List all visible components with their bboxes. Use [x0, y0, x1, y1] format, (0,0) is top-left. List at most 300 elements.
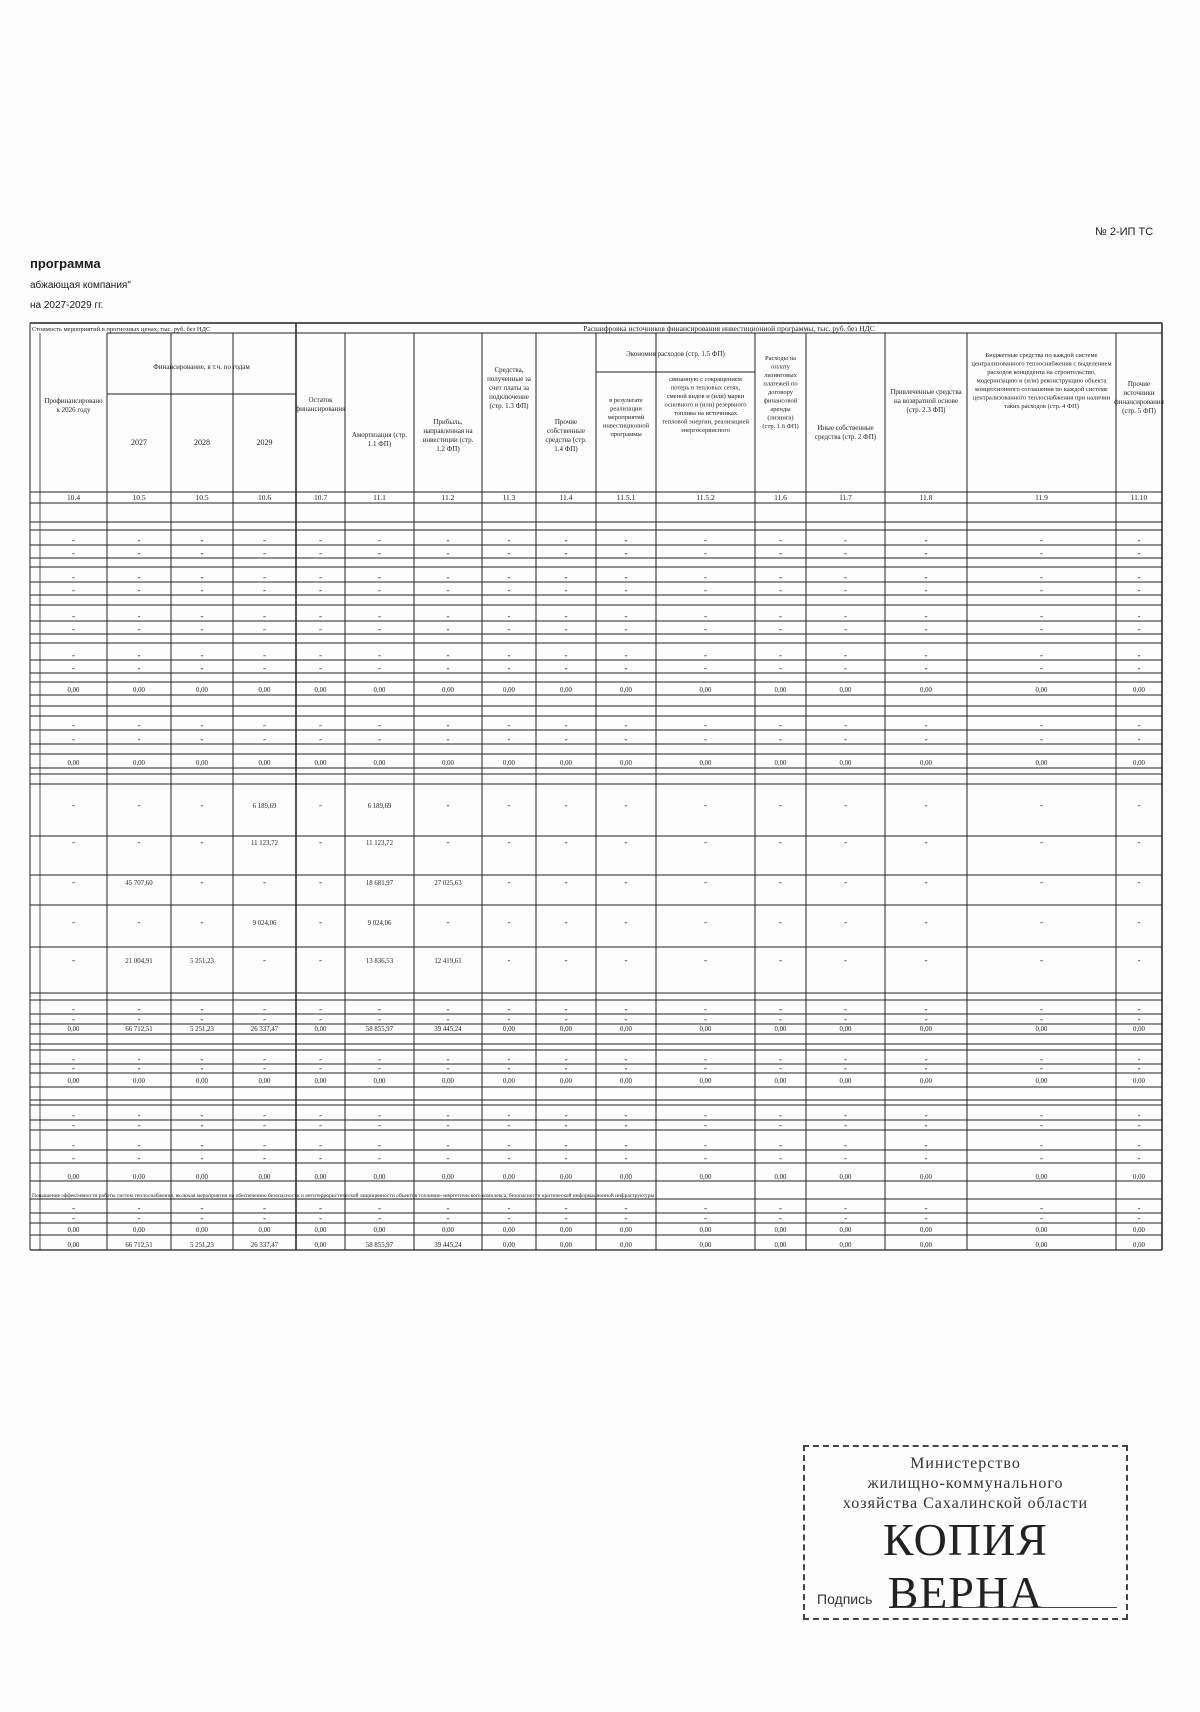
- empty-row-cell: -: [924, 1203, 928, 1213]
- zero-total-cell: 0,00: [258, 1174, 271, 1181]
- certified-copy-stamp: [803, 1445, 1128, 1620]
- zero-total-cell: 0,00: [314, 1227, 327, 1234]
- empty-row-cell: -: [564, 1153, 568, 1163]
- empty-row-cell: -: [779, 1004, 782, 1014]
- empty-row-cell: -: [263, 1213, 266, 1223]
- header-budget-funds: централизованного теплоснабжения с выделением: [971, 360, 1112, 368]
- zero-total-cell: 0,00: [373, 1174, 386, 1181]
- empty-row-cell: -: [137, 611, 141, 621]
- column-number: 10.6: [257, 493, 272, 502]
- zero-total-cell: 0,00: [503, 1227, 515, 1234]
- header-profit: 1.2 ФП): [436, 445, 460, 453]
- zero-total-cell: 0,00: [774, 1227, 787, 1234]
- empty-row-cell: -: [1040, 1120, 1043, 1130]
- empty-row-cell: -: [704, 1120, 707, 1130]
- empty-row-cell: -: [507, 663, 511, 673]
- empty-row-cell: -: [378, 1004, 381, 1014]
- empty-row-cell: -: [844, 585, 847, 595]
- zero-total-cell: 0,00: [1035, 1078, 1048, 1085]
- zero-total-cell: 0,00: [314, 1078, 327, 1085]
- investment-row-cell: -: [72, 837, 75, 847]
- header-borrowed-funds: на возвратной основе: [893, 397, 959, 405]
- header-lease-payments: лизинговых: [764, 372, 797, 379]
- zero-total-cell: 0,00: [196, 1078, 208, 1085]
- empty-row-cell: -: [263, 624, 266, 634]
- header-other-sources: Прочие: [1127, 380, 1151, 388]
- empty-row-cell: -: [564, 585, 568, 595]
- column-number: 11.7: [839, 493, 852, 502]
- investment-row-cell: -: [507, 837, 511, 847]
- header-lease-payments: платежей по: [763, 380, 798, 388]
- empty-row-cell: -: [1137, 734, 1141, 744]
- investment-row-cell: -: [507, 800, 511, 810]
- empty-row-cell: -: [507, 1140, 511, 1150]
- investment-row-cell: -: [263, 877, 266, 887]
- investment-row-cell: 6 189,69: [367, 803, 392, 810]
- empty-row-cell: -: [446, 1140, 450, 1150]
- empty-row-cell: -: [564, 1203, 568, 1213]
- subtotal-cell: 0,00: [314, 1026, 327, 1033]
- investment-row-cell: -: [319, 877, 322, 887]
- empty-row-cell: -: [924, 1004, 928, 1014]
- empty-row-cell: -: [72, 1213, 75, 1223]
- empty-row-cell: -: [378, 572, 381, 582]
- column-number: 11.5.2: [696, 493, 715, 502]
- empty-row-cell: -: [319, 1153, 322, 1163]
- investment-row-cell: -: [779, 917, 782, 927]
- empty-row-cell: -: [624, 1120, 628, 1130]
- empty-row-cell: -: [137, 1063, 141, 1073]
- investment-row-cell: -: [446, 800, 450, 810]
- empty-row-cell: -: [779, 1213, 782, 1223]
- investment-row-cell: -: [704, 955, 707, 965]
- empty-row-cell: -: [319, 663, 322, 673]
- grand-total-cell: 0,00: [839, 1242, 852, 1249]
- investment-row-cell: -: [137, 800, 141, 810]
- investment-row-cell: -: [319, 955, 322, 965]
- empty-row-cell: -: [263, 611, 266, 621]
- investment-row-cell: -: [137, 917, 141, 927]
- investment-row-cell: -: [624, 917, 628, 927]
- zero-total-cell: 0,00: [314, 687, 327, 694]
- subtotal-cell: 58 855,97: [365, 1026, 394, 1033]
- investment-row-cell: -: [624, 837, 628, 847]
- empty-row-cell: -: [1040, 1213, 1043, 1223]
- zero-total-cell: 0,00: [920, 687, 932, 694]
- investment-row-cell: -: [1137, 837, 1141, 847]
- empty-row-cell: -: [844, 1140, 847, 1150]
- empty-row-cell: -: [564, 1063, 568, 1073]
- stamp-signature-label: Подпись: [817, 1591, 873, 1607]
- subtotal-cell: 0,00: [1133, 1026, 1145, 1033]
- zero-total-cell: 0,00: [839, 1174, 852, 1181]
- empty-row-cell: -: [564, 548, 568, 558]
- empty-row-cell: -: [779, 624, 782, 634]
- empty-row-cell: -: [1040, 1063, 1043, 1073]
- empty-row-cell: -: [844, 1120, 847, 1130]
- header-economy-result: реализации: [610, 405, 642, 413]
- investment-row-cell: -: [446, 837, 450, 847]
- empty-row-cell: -: [200, 1110, 204, 1120]
- empty-row-cell: -: [72, 548, 75, 558]
- zero-total-cell: 0,00: [503, 760, 515, 767]
- signature-line: [895, 1607, 1117, 1608]
- empty-row-cell: -: [319, 1120, 322, 1130]
- empty-row-cell: -: [704, 572, 707, 582]
- investment-row-cell: -: [446, 917, 450, 927]
- empty-row-cell: -: [378, 1120, 381, 1130]
- subtotal-cell: 0,00: [920, 1026, 932, 1033]
- empty-row-cell: -: [924, 663, 928, 673]
- grand-total-cell: 0,00: [1035, 1242, 1048, 1249]
- investment-row-cell: -: [624, 877, 628, 887]
- zero-total-cell: 0,00: [920, 1174, 932, 1181]
- empty-row-cell: -: [844, 1063, 847, 1073]
- empty-row-cell: -: [137, 1213, 141, 1223]
- empty-row-cell: -: [564, 650, 568, 660]
- zero-total-cell: 0,00: [839, 687, 852, 694]
- grand-total-cell: 58 855,97: [365, 1242, 394, 1249]
- empty-row-cell: -: [1040, 1203, 1043, 1213]
- empty-row-cell: -: [1137, 1110, 1141, 1120]
- zero-total-cell: 0,00: [620, 1227, 632, 1234]
- empty-row-cell: -: [564, 572, 568, 582]
- empty-row-cell: -: [1137, 1203, 1141, 1213]
- empty-row-cell: -: [624, 1203, 628, 1213]
- empty-row-cell: -: [72, 1004, 75, 1014]
- empty-row-cell: -: [1137, 624, 1141, 634]
- zero-total-cell: 0,00: [839, 1078, 852, 1085]
- empty-row-cell: -: [507, 1004, 511, 1014]
- empty-row-cell: -: [704, 1153, 707, 1163]
- empty-row-cell: -: [319, 1140, 322, 1150]
- zero-total-cell: 0,00: [133, 1078, 145, 1085]
- empty-row-cell: -: [1040, 535, 1043, 545]
- empty-row-cell: -: [446, 611, 450, 621]
- empty-row-cell: -: [446, 585, 450, 595]
- empty-row-cell: -: [1040, 624, 1043, 634]
- empty-row-cell: -: [1040, 572, 1043, 582]
- header-other-own-funds: собственные: [546, 427, 586, 435]
- empty-row-cell: -: [378, 734, 381, 744]
- empty-row-cell: -: [72, 1014, 75, 1024]
- empty-row-cell: -: [446, 535, 450, 545]
- empty-row-cell: -: [263, 1054, 266, 1064]
- empty-row-cell: -: [507, 650, 511, 660]
- header-lease-payments: аренды: [770, 406, 791, 413]
- empty-row-cell: -: [137, 650, 141, 660]
- empty-row-cell: -: [1137, 1004, 1141, 1014]
- header-remainder: финансирования: [295, 405, 346, 413]
- empty-row-cell: -: [704, 548, 707, 558]
- empty-row-cell: -: [137, 548, 141, 558]
- zero-total-cell: 0,00: [620, 760, 632, 767]
- investment-row-cell: 13 836,53: [365, 958, 394, 965]
- investment-row-cell: -: [924, 837, 928, 847]
- investment-row-cell: -: [1137, 877, 1141, 887]
- empty-row-cell: -: [137, 1140, 141, 1150]
- zero-total-cell: 0,00: [774, 1174, 787, 1181]
- empty-row-cell: -: [624, 585, 628, 595]
- empty-row-cell: -: [1040, 1140, 1043, 1150]
- empty-row-cell: -: [72, 720, 75, 730]
- grand-total-cell: 0,00: [503, 1242, 515, 1249]
- investment-row-cell: -: [72, 800, 75, 810]
- empty-row-cell: -: [446, 1153, 450, 1163]
- empty-row-cell: -: [1137, 1140, 1141, 1150]
- empty-row-cell: -: [137, 1153, 141, 1163]
- investment-row-cell: 6 189,69: [252, 803, 277, 810]
- empty-row-cell: -: [507, 624, 511, 634]
- section-right-label: Расшифровка источников финансирования инвестиционной программы, тыс. руб. без НДС: [583, 324, 875, 333]
- investment-row-cell: -: [844, 955, 847, 965]
- empty-row-cell: -: [779, 663, 782, 673]
- empty-row-cell: -: [564, 1110, 568, 1120]
- empty-row-cell: -: [1137, 548, 1141, 558]
- empty-row-cell: -: [924, 1153, 928, 1163]
- empty-row-cell: -: [624, 572, 628, 582]
- empty-row-cell: -: [319, 1063, 322, 1073]
- empty-row-cell: -: [624, 1140, 628, 1150]
- empty-row-cell: -: [924, 720, 928, 730]
- subtotal-cell: 0,00: [67, 1026, 80, 1033]
- empty-row-cell: -: [507, 1153, 511, 1163]
- zero-total-cell: 0,00: [699, 760, 712, 767]
- empty-row-cell: -: [704, 1110, 707, 1120]
- empty-row-cell: -: [564, 1120, 568, 1130]
- header-lease-payments: (стр. 1.6 ФП): [762, 423, 799, 430]
- header-lease-payments: оплату: [771, 363, 790, 371]
- empty-row-cell: -: [1040, 548, 1043, 558]
- empty-row-cell: -: [507, 1120, 511, 1130]
- empty-row-cell: -: [263, 650, 266, 660]
- empty-row-cell: -: [200, 720, 204, 730]
- empty-row-cell: -: [624, 650, 628, 660]
- zero-total-cell: 0,00: [1133, 687, 1145, 694]
- investment-row-cell: 45 707,60: [125, 880, 153, 887]
- column-number: 11.5.1: [616, 493, 636, 502]
- empty-row-cell: -: [200, 535, 204, 545]
- investment-row-cell: -: [704, 877, 707, 887]
- empty-row-cell: -: [704, 1213, 707, 1223]
- empty-row-cell: -: [200, 1213, 204, 1223]
- empty-row-cell: -: [844, 1213, 847, 1223]
- zero-total-cell: 0,00: [620, 1078, 632, 1085]
- zero-total-cell: 0,00: [1133, 1174, 1145, 1181]
- investment-row-cell: -: [72, 917, 75, 927]
- zero-total-cell: 0,00: [133, 1227, 145, 1234]
- column-number: 11.8: [919, 493, 933, 502]
- column-number: 11.1: [373, 493, 386, 502]
- empty-row-cell: -: [844, 1153, 847, 1163]
- column-number: 10.5: [132, 493, 146, 502]
- empty-row-cell: -: [263, 1203, 266, 1213]
- empty-row-cell: -: [319, 611, 322, 621]
- zero-total-cell: 0,00: [774, 687, 787, 694]
- investment-row-cell: 18 681,97: [365, 880, 394, 887]
- header-borrowed-funds: (стр. 2.3 ФП): [906, 406, 946, 414]
- empty-row-cell: -: [446, 720, 450, 730]
- investment-row-cell: -: [200, 800, 204, 810]
- investment-row-cell: -: [564, 800, 568, 810]
- investment-row-cell: -: [564, 877, 568, 887]
- zero-total-cell: 0,00: [258, 687, 271, 694]
- empty-row-cell: -: [779, 734, 782, 744]
- subtotal-cell: 0,00: [774, 1026, 787, 1033]
- empty-row-cell: -: [844, 650, 847, 660]
- empty-row-cell: -: [378, 720, 381, 730]
- header-profit: направленная на: [423, 427, 473, 435]
- empty-row-cell: -: [704, 585, 707, 595]
- empty-row-cell: -: [137, 1004, 141, 1014]
- empty-row-cell: -: [1040, 650, 1043, 660]
- empty-row-cell: -: [704, 624, 707, 634]
- empty-row-cell: -: [704, 1203, 707, 1213]
- zero-total-cell: 0,00: [560, 760, 572, 767]
- empty-row-cell: -: [779, 720, 782, 730]
- empty-row-cell: -: [564, 1004, 568, 1014]
- empty-row-cell: -: [844, 1203, 847, 1213]
- header-other-own: Иные собственные: [817, 424, 874, 432]
- empty-row-cell: -: [624, 1014, 628, 1024]
- empty-row-cell: -: [924, 548, 928, 558]
- empty-row-cell: -: [319, 734, 322, 744]
- subtotal-cell: 26 337,47: [250, 1026, 279, 1033]
- empty-row-cell: -: [844, 1110, 847, 1120]
- empty-row-cell: -: [507, 535, 511, 545]
- empty-row-cell: -: [624, 1153, 628, 1163]
- empty-row-cell: -: [319, 585, 322, 595]
- company-name: абжающая компания": [30, 280, 131, 291]
- empty-row-cell: -: [319, 650, 322, 660]
- empty-row-cell: -: [1040, 1014, 1043, 1024]
- zero-total-cell: 0,00: [503, 687, 515, 694]
- empty-row-cell: -: [200, 650, 204, 660]
- investment-row-cell: -: [1137, 955, 1141, 965]
- empty-row-cell: -: [507, 572, 511, 582]
- zero-total-cell: 0,00: [196, 760, 208, 767]
- investment-row-cell: -: [844, 800, 847, 810]
- investment-row-cell: -: [507, 955, 511, 965]
- empty-row-cell: -: [779, 1110, 782, 1120]
- empty-row-cell: -: [779, 572, 782, 582]
- zero-total-cell: 0,00: [258, 760, 271, 767]
- header-economy-losses: тепловой энергии, реализацией: [661, 418, 750, 426]
- zero-total-cell: 0,00: [560, 1174, 572, 1181]
- zero-total-cell: 0,00: [373, 687, 386, 694]
- subtotal-cell: 0,00: [620, 1026, 632, 1033]
- investment-row-cell: -: [1137, 800, 1141, 810]
- empty-row-cell: -: [624, 1213, 628, 1223]
- empty-row-cell: -: [564, 1140, 568, 1150]
- zero-total-cell: 0,00: [839, 760, 852, 767]
- empty-row-cell: -: [319, 720, 322, 730]
- empty-row-cell: -: [1137, 663, 1141, 673]
- empty-row-cell: -: [263, 1153, 266, 1163]
- empty-row-cell: -: [72, 611, 75, 621]
- empty-row-cell: -: [200, 548, 204, 558]
- investment-row-cell: 12 419,61: [434, 958, 462, 965]
- empty-row-cell: -: [72, 535, 75, 545]
- empty-row-cell: -: [779, 1054, 782, 1064]
- empty-row-cell: -: [378, 611, 381, 621]
- empty-row-cell: -: [200, 663, 204, 673]
- empty-row-cell: -: [137, 585, 141, 595]
- zero-total-cell: 0,00: [442, 1174, 454, 1181]
- empty-row-cell: -: [779, 650, 782, 660]
- empty-row-cell: -: [263, 572, 266, 582]
- empty-row-cell: -: [137, 572, 141, 582]
- empty-row-cell: -: [72, 1110, 75, 1120]
- empty-row-cell: -: [1040, 720, 1043, 730]
- empty-row-cell: -: [704, 1063, 707, 1073]
- empty-row-cell: -: [137, 734, 141, 744]
- zero-total-cell: 0,00: [67, 760, 80, 767]
- empty-row-cell: -: [200, 1120, 204, 1130]
- header-other-own-funds: средства (стр.: [545, 436, 587, 444]
- header-budget-funds: централизованного теплоснабжения при наличии: [972, 394, 1111, 402]
- grand-total-cell: 39 445,24: [434, 1242, 462, 1249]
- header-budget-funds: концессионного соглашения по каждой системе: [975, 386, 1108, 393]
- empty-row-cell: -: [779, 1203, 782, 1213]
- subtotal-cell: 5 251,23: [190, 1026, 214, 1033]
- empty-row-cell: -: [1137, 535, 1141, 545]
- empty-row-cell: -: [446, 1110, 450, 1120]
- empty-row-cell: -: [319, 548, 322, 558]
- empty-row-cell: -: [624, 1110, 628, 1120]
- investment-row-cell: -: [624, 800, 628, 810]
- header-lease-payments: (лизинга): [767, 414, 794, 422]
- empty-row-cell: -: [72, 734, 75, 744]
- header-economy-result: в результате: [609, 397, 643, 404]
- empty-row-cell: -: [446, 572, 450, 582]
- empty-row-cell: -: [319, 572, 322, 582]
- zero-total-cell: 0,00: [699, 1078, 712, 1085]
- empty-row-cell: -: [779, 585, 782, 595]
- empty-row-cell: -: [263, 535, 266, 545]
- empty-row-cell: -: [446, 624, 450, 634]
- empty-row-cell: -: [72, 1054, 75, 1064]
- header-lease-payments: Расходы на: [764, 355, 797, 362]
- empty-row-cell: -: [624, 734, 628, 744]
- header-year-2029: 2029: [256, 438, 273, 447]
- investment-row-cell: -: [200, 837, 204, 847]
- empty-row-cell: -: [924, 1213, 928, 1223]
- column-number: 10.5: [195, 493, 209, 502]
- column-number: 11.2: [441, 493, 455, 502]
- empty-row-cell: -: [844, 720, 847, 730]
- empty-row-cell: -: [924, 1063, 928, 1073]
- header-connection-fee: Средства,: [494, 366, 524, 374]
- header-lease-payments: финансовой: [763, 397, 798, 405]
- empty-row-cell: -: [446, 663, 450, 673]
- grand-total-cell: 0,00: [67, 1242, 80, 1249]
- empty-row-cell: -: [844, 663, 847, 673]
- header-budget-funds: таких расходов (стр. 4 ФП): [1004, 403, 1079, 410]
- grand-total-cell: 0,00: [1133, 1242, 1145, 1249]
- investment-row-cell: -: [564, 917, 568, 927]
- empty-row-cell: -: [200, 1063, 204, 1073]
- empty-row-cell: -: [779, 535, 782, 545]
- header-other-own: средства (стр. 2 ФП): [814, 433, 877, 441]
- empty-row-cell: -: [1137, 1014, 1141, 1024]
- empty-row-cell: -: [924, 1140, 928, 1150]
- empty-row-cell: -: [137, 663, 141, 673]
- empty-row-cell: -: [72, 1120, 75, 1130]
- empty-row-cell: -: [200, 1140, 204, 1150]
- empty-row-cell: -: [319, 1213, 322, 1223]
- empty-row-cell: -: [137, 1203, 141, 1213]
